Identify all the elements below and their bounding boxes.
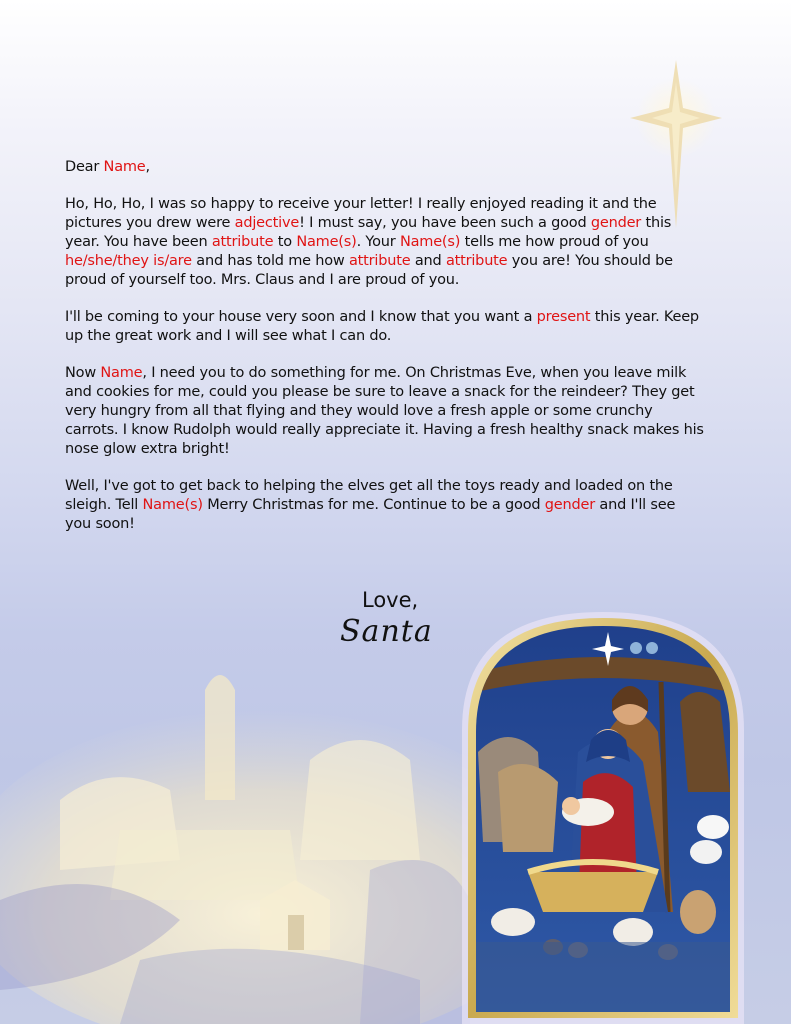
greeting-text: Dear: [65, 159, 104, 175]
text-segment: this year. You have been: [65, 215, 672, 250]
text-segment: . Your: [356, 234, 400, 250]
text-segment: Well, I've got to get back to helping the elves get all the toys ready and loaded on the sleigh. Tell: [65, 478, 673, 513]
letter-body: [65, 158, 705, 552]
greeting: [65, 158, 705, 177]
text-segment: you are! You should be proud of yourself too. Mrs. Claus and I are proud of you.: [65, 253, 673, 288]
placeholder-attribute: attribute: [348, 253, 411, 269]
text-segment: and: [410, 253, 446, 269]
placeholder-attribute: attribute: [445, 253, 508, 269]
placeholder-attribute: attribute: [211, 234, 274, 250]
text-segment: and I'll see you soon!: [65, 497, 676, 532]
placeholder-gender: gender: [590, 215, 642, 231]
placeholder-gender: gender: [544, 497, 595, 513]
text-segment: tells me how proud of you: [460, 234, 649, 250]
text-segment: Now: [65, 365, 101, 381]
placeholder-pronoun: he/she/they is/are: [65, 253, 192, 269]
text-segment: this year. Keep up the great work and I will see what I can do.: [65, 309, 699, 344]
text-segment: I'll be coming to your house very soon and I know that you want a: [65, 309, 537, 325]
placeholder-adjective: adjective: [234, 215, 300, 231]
text-segment: and has told me how: [191, 253, 349, 269]
text-segment: Ho, Ho, Ho, I was so happy to receive your letter! I really enjoyed reading it and the pictures you drew were: [65, 196, 657, 231]
signature: Santa: [340, 614, 433, 649]
placeholder-names: Name(s): [399, 234, 461, 250]
placeholder-name: Name: [100, 365, 143, 381]
nativity-scene-image: [458, 612, 748, 1024]
placeholder-names: Name(s): [296, 234, 357, 250]
paragraph-3: [65, 364, 705, 459]
placeholder-names: Name(s): [142, 497, 203, 513]
placeholder-name: Name: [103, 159, 146, 175]
text-segment: to: [273, 234, 297, 250]
placeholder-present: present: [536, 309, 591, 325]
closing-text: Love,: [362, 588, 419, 612]
greeting-comma: ,: [145, 159, 150, 175]
text-segment: ! I must say, you have been such a good: [299, 215, 591, 231]
paragraph-2: [65, 308, 705, 346]
paragraph-1: [65, 195, 705, 290]
paragraph-4: [65, 477, 705, 534]
text-segment: Merry Christmas for me. Continue to be a good: [202, 497, 545, 513]
text-segment: , I need you to do something for me. On Christmas Eve, when you leave milk and cookies for me, could you please be sure to leave a snack for the reindeer? They get very hungry from all that flying and they would love a fresh apple or some crunchy carrots. I know Rudolph would really appreciate it. Having a fresh healthy snack makes his nose glow extra bright!: [65, 365, 704, 457]
